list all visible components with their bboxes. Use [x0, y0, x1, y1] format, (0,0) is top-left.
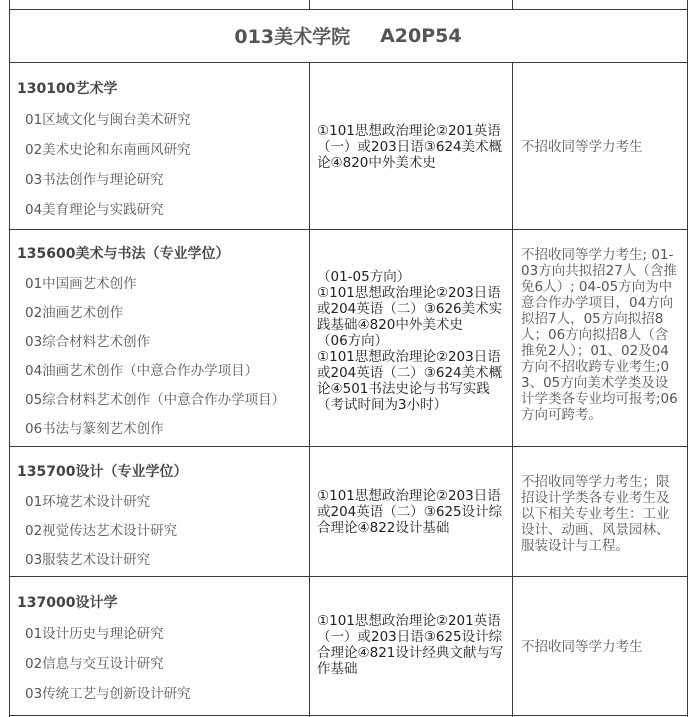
direction-item: 04油画艺术创作（中意合作办学项目）	[25, 363, 259, 379]
table-border-left	[9, 0, 10, 717]
direction-item: 03服装艺术设计研究	[25, 552, 151, 568]
direction-item: 01环境艺术设计研究	[25, 494, 151, 510]
row-divider	[9, 446, 688, 447]
direction-item: 02信息与交互设计研究	[25, 656, 164, 672]
direction-item: 04美育理论与实践研究	[25, 202, 164, 218]
admission-note: 不招收同等学力考生	[521, 639, 643, 655]
column-divider-1	[309, 0, 310, 9]
admission-note: 不招收同等学力考生; 01-03方向共拟招27人（含推免6人）; 04-05方向为中意合作办学项目，04方向拟招7人，05方向拟招8人；06方向拟招8人（含推免2人）；01、02及04方向不招收跨专业考生;03、05方向美术学类及设计学类各专业均可报考;06方向可跨考。	[521, 247, 678, 423]
exam-subjects: ①101思想政治理论②203日语或204英语（二）③625设计综合理论④822设计基础	[317, 488, 503, 536]
direction-item: 06书法与篆刻艺术创作	[25, 421, 164, 437]
direction-item: 05综合材料艺术创作（中意合作办学项目）	[25, 392, 286, 408]
college-name: 013美术学院	[234, 26, 351, 48]
column-divider-1	[309, 62, 310, 717]
row-divider	[9, 229, 688, 230]
admission-note: 不招收同等学力考生；限招设计学类各专业考生及以下相关专业考生：工业设计、动画、风景园林、服装设计与工程。	[521, 474, 670, 554]
direction-item: 03传统工艺与创新设计研究	[25, 686, 191, 702]
admission-note: 不招收同等学力考生	[521, 139, 643, 155]
major-title: 135600美术与书法（专业学位）	[17, 246, 230, 262]
direction-item: 01中国画艺术创作	[25, 276, 137, 292]
direction-item: 03综合材料艺术创作	[25, 334, 151, 350]
row-divider	[9, 576, 688, 577]
direction-item: 02美术史论和东南画风研究	[25, 142, 191, 158]
major-title: 130100艺术学	[17, 81, 118, 97]
direction-item: 02视觉传达艺术设计研究	[25, 523, 178, 539]
table-border-right	[687, 0, 688, 717]
column-divider-2	[512, 62, 513, 717]
direction-item: 01区域文化与闽台美术研究	[25, 112, 191, 128]
college-header	[9, 9, 687, 62]
row-divider	[9, 62, 688, 63]
direction-item: 02油画艺术创作	[25, 305, 124, 321]
college-code: A20P54	[380, 24, 462, 47]
column-divider-2	[512, 0, 513, 9]
direction-item: 03书法创作与理论研究	[25, 172, 164, 188]
row-divider	[9, 715, 688, 716]
exam-subjects: ①101思想政治理论②201英语（一）或203日语③625设计综合理论④821设计经典文献与写作基础	[317, 613, 504, 677]
major-title: 137000设计学	[17, 595, 118, 611]
exam-subjects: （01-05方向） ①101思想政治理论②203日语或204英语（二）③626美术实践基础④820中外美术史 （06方向） ①101思想政治理论②203日语或204英语（二）③624美术概论④501书法史论与书写实践（考试时间为3小时）	[317, 269, 503, 413]
direction-item: 01设计历史与理论研究	[25, 626, 164, 642]
major-title: 135700设计（专业学位）	[17, 464, 188, 480]
exam-subjects: ①101思想政治理论②201英语（一）或203日语③624美术概论④820中外美术史	[317, 123, 503, 171]
